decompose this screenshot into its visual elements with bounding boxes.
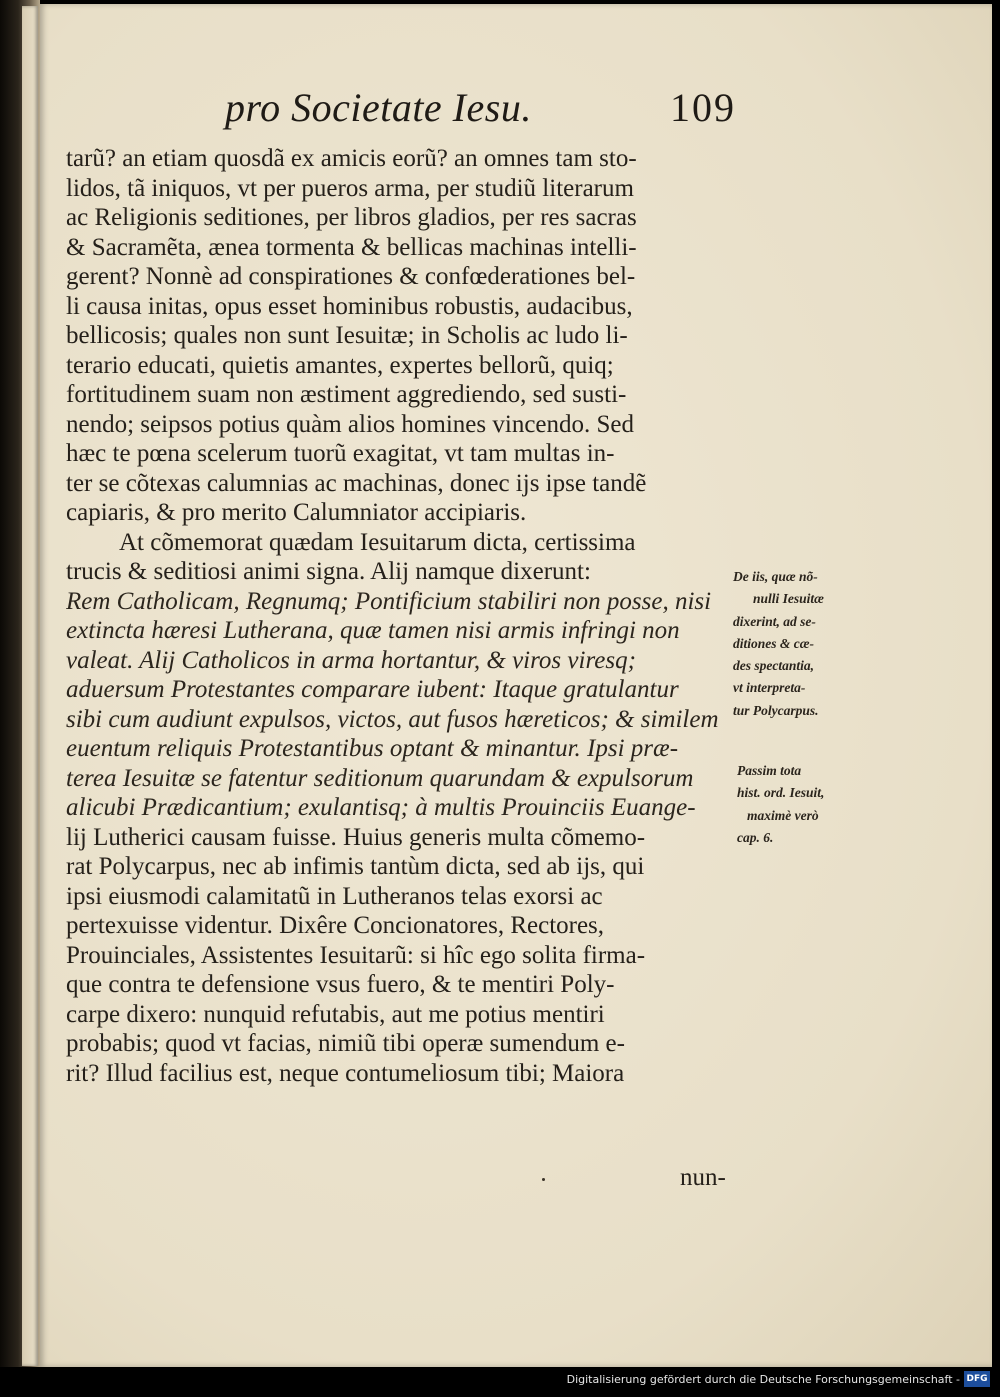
text-line: ipsi eiusmodi calamitatũ in Lutheranos telas exorsi ac bbox=[66, 882, 603, 910]
text-line: pertexuisse videntur. Dixêre Concionatores, Rectores, bbox=[66, 912, 605, 939]
text-line: ac Religionis seditiones, per libros gladios, per res sacras bbox=[66, 204, 637, 231]
dfg-logo-icon: DFG bbox=[964, 1371, 990, 1387]
text-line: fortitudinem suam non æstiment aggrediendo, sed susti- bbox=[66, 381, 627, 408]
text-line: li causa initas, opus esset hominibus robustis, audacibus, bbox=[66, 292, 633, 320]
marginal-note-line: dixerint, ad se- bbox=[733, 613, 816, 629]
text-line: rit? Illud facilius est, neque contumeliosum tibi; Maiora bbox=[66, 1059, 625, 1087]
running-title: pro Societate Iesu. bbox=[225, 85, 532, 130]
text-line: lij Lutherici causam fuisse. Huius generis multa cõmemo- bbox=[66, 823, 646, 851]
marginal-note-line: ditiones & cæ- bbox=[733, 635, 814, 651]
funding-credit: Digitalisierung gefördert durch die Deutsche Forschungsgemeinschaft - bbox=[566, 1373, 960, 1386]
marginal-reference-line: cap. 6. bbox=[737, 829, 774, 845]
text-line: probabis; quod vt facias, nimiũ tibi operæ sumendum e- bbox=[66, 1030, 625, 1057]
text-line: tarũ? an etiam quosdã ex amicis eorũ? an omnes tam sto- bbox=[66, 145, 637, 172]
marginal-note bbox=[733, 566, 873, 722]
italic-quote-line: Rem Catholicam, Regnumq; Pontificium stabiliri non posse, nisi bbox=[66, 587, 712, 615]
text-line: ter se cõtexas calumnias ac machinas, donec ijs ipse tandẽ bbox=[66, 469, 647, 497]
catchword: nun- bbox=[680, 1164, 726, 1191]
marginal-note-line: De iis, quæ nõ- bbox=[733, 569, 818, 584]
italic-quote-line: sibi cum audiunt expulsos, victos, aut fusos hæreticos; & similem bbox=[66, 705, 719, 733]
text-line: que contra te defensione vsus fuero, & te mentiri Poly- bbox=[66, 971, 615, 998]
marginal-reference-line: maximè verò bbox=[747, 807, 819, 823]
italic-quote-line: aduersum Protestantes comparare iubent: Itaque gratulantur bbox=[66, 676, 679, 703]
page-header bbox=[225, 84, 745, 140]
body-text bbox=[66, 144, 734, 1088]
italic-quote-line: extincta hæresi Lutherana, quæ tamen nisi armis infringi non bbox=[66, 617, 680, 644]
text-line: trucis & seditiosi animi signa. Alij namque dixerunt: bbox=[66, 558, 591, 585]
marginal-note-line: vt interpreta- bbox=[733, 680, 806, 696]
scan-border-right bbox=[992, 0, 1000, 1397]
text-line: hæc te pœna scelerum tuorũ exagitat, vt tam multas in- bbox=[66, 440, 615, 467]
text-line: & Sacramẽta, ænea tormenta & bellicas machinas intelli- bbox=[66, 233, 637, 261]
marginal-note-line: des spectantia, bbox=[733, 658, 814, 674]
text-line: capiaris, & pro merito Calumniator accipiaris. bbox=[66, 499, 527, 526]
page-number: 109 bbox=[670, 85, 736, 130]
previous-page-edge bbox=[22, 6, 38, 1366]
text-line: nendo; seipsos potius quàm alios homines vincendo. Sed bbox=[66, 410, 635, 438]
text-line: rat Polycarpus, nec ab infimis tantùm dicta, sed ab ijs, qui bbox=[66, 853, 645, 880]
marginal-reference-line: hist. ord. Iesuit, bbox=[737, 785, 825, 801]
text-line: terario educati, quietis amantes, expertes bellorũ, quiq; bbox=[66, 351, 614, 379]
marginal-reference-line: Passim tota bbox=[737, 763, 802, 778]
italic-quote-line: alicubi Prædicantium; exulantisq; à multis Prouinciis Euange- bbox=[66, 794, 696, 821]
text-line: Prouinciales, Assistentes Iesuitarũ: si hîc ego solita firma- bbox=[66, 941, 646, 969]
marginal-note-line: tur Polycarpus. bbox=[733, 702, 819, 718]
marginal-note-line: nulli Iesuitæ bbox=[753, 591, 824, 607]
italic-quote-line: terea Iesuitæ se fatentur seditionum quarundam & expulsorum bbox=[66, 764, 694, 792]
paragraph-start-line: At cõmemorat quædam Iesuitarum dicta, certissima bbox=[119, 528, 636, 556]
text-line: lidos, tã iniquos, vt per pueros arma, per studiũ literarum bbox=[66, 174, 634, 202]
italic-quote-line: euentum reliquis Protestantibus optant & minantur. Ipsi præ- bbox=[66, 735, 679, 762]
text-line: bellicosis; quales non sunt Iesuitæ; in Scholis ac ludo li- bbox=[66, 322, 628, 349]
ink-speck bbox=[542, 1178, 545, 1181]
marginal-reference bbox=[737, 760, 877, 849]
text-line: carpe dixero: nunquid refutabis, aut me potius mentiri bbox=[66, 1000, 605, 1028]
text-line: gerent? Nonnè ad conspirationes & confœderationes bel- bbox=[66, 263, 636, 290]
italic-quote-line: valeat. Alij Catholicos in arma hortantur, & viros viresq; bbox=[66, 646, 636, 674]
